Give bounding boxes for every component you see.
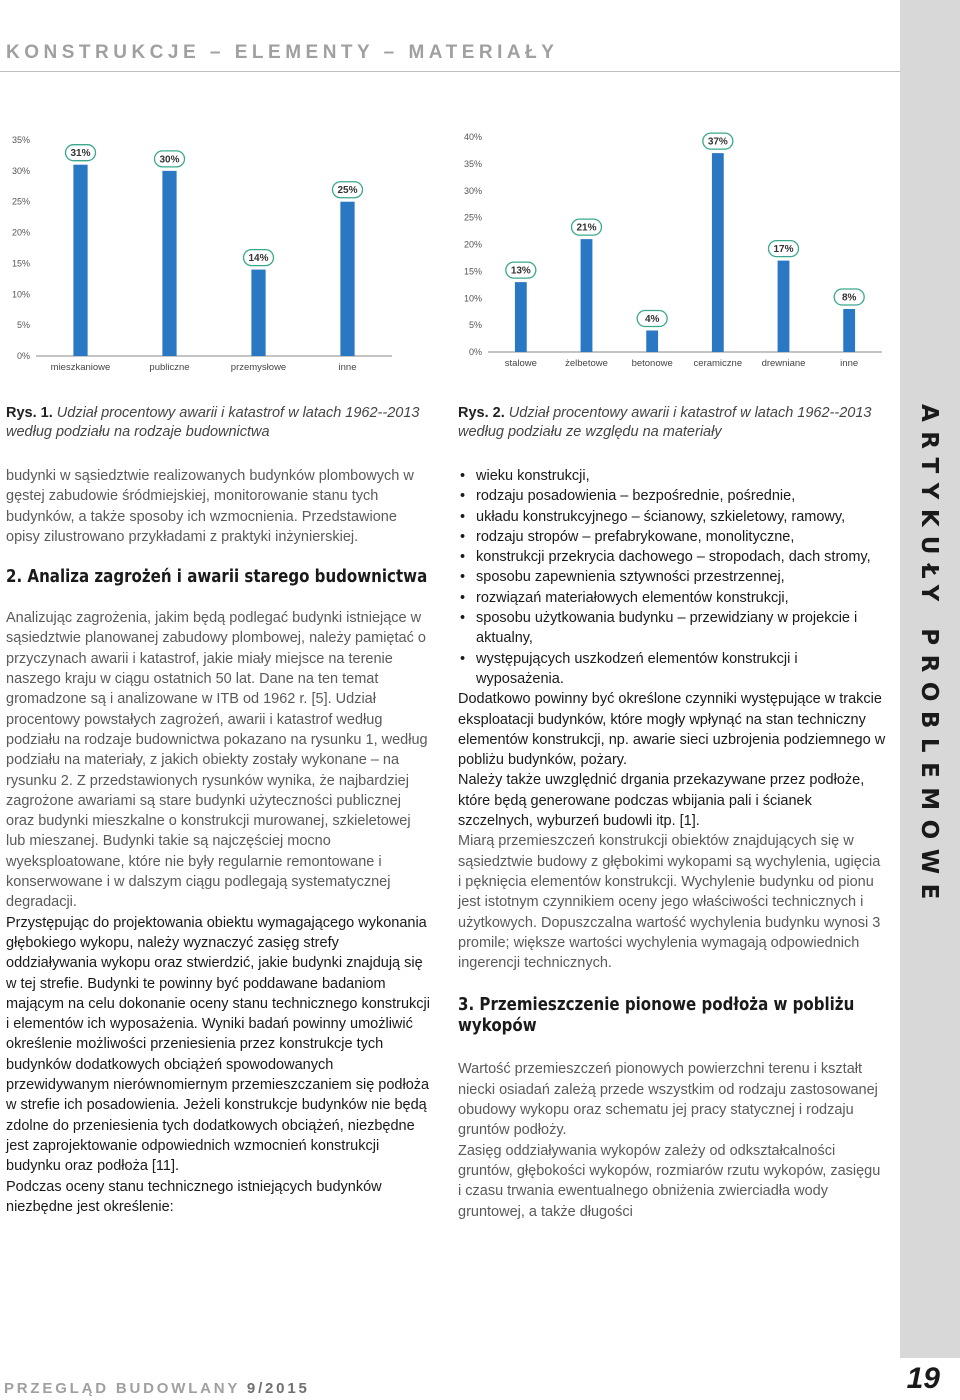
y-tick-label: 25% — [463, 212, 482, 223]
data-label: 13% — [510, 265, 531, 277]
category-label: ceramiczne — [693, 358, 743, 369]
data-label: 30% — [159, 154, 180, 166]
section-title: KONSTRUKCJE – ELEMENTY – MATERIAŁY — [6, 42, 559, 63]
category-label: drewniane — [761, 358, 806, 369]
bar-betonowe — [646, 331, 658, 353]
category-label: inne — [338, 362, 357, 373]
y-tick-label: 20% — [11, 227, 30, 238]
page-number: 19 — [906, 1362, 940, 1395]
journal-name: PRZEGLĄD BUDOWLANY — [4, 1380, 240, 1397]
data-label: 14% — [248, 253, 269, 265]
y-tick-label: 10% — [463, 293, 482, 304]
y-tick-label: 15% — [11, 258, 30, 269]
list-item: • rodzaju stropów – prefabrykowane, monolityczne, — [458, 527, 886, 547]
data-label: 8% — [841, 292, 857, 304]
section-2-paragraph-1: Analizując zagrożenia, jakim będą podlegać budynki istniejące w sąsiedztwie planowanej zabudowy plombowej, należy pamiętać o przyczynach awarii i katastrof, jakie miały miejsce na terenie naszego kraju w ciągu ostatnich 50 lat. Dane na ten temat gromadzone są i analizowane w ITB od 1962 r. [5]. Udział procentowy powstałych zagrożeń, awarii i katastrof według podziału na rodzaje budownictwa pokazano na rysunku 1, według podziału na materiały, z jakich obiekty zostały wykonane – na rysunku 2. Z przedstawionych rysunków wynika, że najbardziej zagrożone awariami są stare budynki użyteczności publicznej oraz budynki mieszkalne o konstrukcji murowanej, szkieletowej lub mieszanej. Budynki takie są najczęściej mocno wyeksploatowane, które nie były regularnie remontowane i konserwowane i w dalszym ciągu podlegają systematycznej degradacji. — [6, 610, 428, 911]
list-item: • sposobu użytkowania budynku – przewidziany w projekcie i aktualny, — [458, 608, 886, 649]
section-2-paragraph-2: Przystępując do projektowania obiektu wymagającego wykonania głębokiego wykopu, należy wyznaczyć zasięg strefy oddziaływania wykopu oraz stwierdzić, jakie budynki znajdują się w tej strefie. Budynki te powinny być poddawane badaniom mającym na celu dokonanie oceny stanu technicznego konstrukcji i elementów ich wyposażenia. Wyniki badań powinny umożliwić określenie możliwości przeniesienia przez konstrukcje tych budynków dodatkowych obciążeń spowodowanych przewidywanym nierównomiernym przemieszczaniem się podłoża w strefie ich posadowienia. Jeżeli konstrukcje budynków nie będą zdolne do przeniesienia tych dodatkowych obciążeń, niezbędne jest zaprojektowanie odpowiednich wzmocnień konstrukcji budynku oraz podłoża [11]. — [6, 914, 430, 1175]
intro-paragraph: budynki w sąsiedztwie realizowanych budynków plombowych w gęstej zabudowie śródmiejskiej, monitorowanie stanu tych budynków, a także sposoby ich wzmocnienia. Przedstawione opisy zilustrowano przykładami z praktyki inżynierskiej. — [6, 468, 414, 545]
list-item: • układu konstrukcyjnego – ścianowy, szkieletowy, ramowy, — [458, 507, 886, 527]
y-tick-label: 15% — [463, 266, 482, 277]
side-band — [900, 0, 960, 1358]
y-tick-label: 5% — [16, 320, 30, 331]
figure-1-caption — [6, 404, 434, 442]
bar-inne — [340, 202, 354, 356]
category-label: betonowe — [631, 358, 673, 369]
y-tick-label: 35% — [463, 158, 482, 169]
section-3-paragraph-2: Zasięg oddziaływania wykopów zależy od odkształcalności gruntów, głębokości wykopów, rozmiarów rzutu wykopów, zasięgu i czasu trwania ewentualnego obniżenia zwierciadła wody gruntowej, a także długości — [458, 1142, 881, 1220]
category-label: inne — [840, 358, 859, 369]
y-tick-label: 0% — [16, 351, 30, 361]
list-item: • rozwiązań materiałowych elementów konstrukcji, — [458, 588, 886, 608]
right-paragraph-3: Miarą przemieszczeń konstrukcji obiektów znajdujących się w sąsiedztwie budowy z głębokimi wykopami są wychylenia, ugięcia i pęknięcia elementów konstrukcji. Wychylenie budynku od pionu jest istotnym czynnikiem oceny jego właściwości technicznych i użytkowych. Dopuszczalna wartość wychylenia budynku wynosi 3 promile; większe wartości wychylenia wymagają odpowiednich ingerencji technicznych. — [458, 833, 881, 972]
list-item: • wieku konstrukcji, — [458, 466, 886, 486]
bar-publiczne — [162, 171, 176, 356]
journal-footer — [4, 1380, 310, 1397]
y-tick-label: 5% — [468, 320, 482, 331]
right-column — [458, 466, 886, 1222]
right-paragraph-1: Dodatkowo powinny być określone czynniki występujące w trakcie eksploatacji budynków, które mogły wpłynąć na stan techniczny elementów konstrukcji, np. awarie sieci uzbrojenia podziemnego w pobliżu budynków, pożary. — [458, 691, 886, 769]
bar-ceramiczne — [712, 153, 724, 352]
y-tick-label: 35% — [11, 135, 30, 145]
bar-przemysłowe — [251, 270, 265, 356]
section-2-paragraph-3: Podczas oceny stanu technicznego istniejących budynków niezbędne jest określenie: — [6, 1178, 382, 1215]
y-tick-label: 20% — [463, 239, 482, 250]
list-item: • konstrukcji przekrycia dachowego – stropodach, dach stromy, — [458, 547, 886, 567]
figure-2-text: Udział procentowy awarii i katastrof w latach 1962--2013 według podziału ze względu na materiały — [458, 405, 872, 440]
chart-svg-1 — [0, 120, 400, 390]
bar-stalowe — [515, 282, 527, 352]
y-tick-label: 10% — [11, 289, 30, 300]
y-tick-label: 25% — [11, 196, 30, 207]
y-tick-label: 30% — [11, 165, 30, 176]
chart-svg-2 — [452, 124, 892, 390]
data-label: 17% — [773, 244, 794, 256]
side-section-label: ARTYKUŁY PROBLEMOWE — [916, 404, 942, 909]
assessment-list — [458, 466, 886, 689]
y-tick-label: 0% — [468, 347, 482, 357]
list-item: • rodzaju posadowienia – bezpośrednie, pośrednie, — [458, 486, 886, 506]
data-label: 25% — [337, 185, 358, 197]
data-label: 4% — [644, 314, 660, 325]
journal-issue: 9/2015 — [246, 1380, 310, 1397]
figure-2-caption — [458, 404, 886, 442]
data-label: 31% — [70, 148, 91, 160]
section-3-paragraph-1: Wartość przemieszczeń pionowych powierzchni terenu i kształt niecki osiadań zależą przede wszystkim od rodzaju zastosowanej obudowy wykopu oraz schematu jej pracy statycznej i rodzaju gruntów podłoży. — [458, 1061, 878, 1139]
chart-by-building-type — [0, 120, 400, 390]
y-tick-label: 40% — [463, 132, 482, 142]
category-label: publiczne — [149, 362, 190, 373]
bar-inne — [843, 309, 855, 352]
bar-mieszkaniowe — [73, 165, 87, 356]
section-2-heading: 2. Analiza zagrożeń i awarii starego budownictwa — [6, 567, 428, 588]
right-paragraph-2: Należy także uwzględnić drgania przekazywane przez podłoże, które będą generowane podczas wbijania pali i ścianek szczelnych, wyburzeń budowli itp. [1]. — [458, 772, 865, 830]
figure-1-label: Rys. 1. — [6, 405, 53, 421]
section-3-heading: 3. Przemieszczenie pionowe podłoża w pobliżu wykopów — [458, 995, 855, 1037]
category-label: stalowe — [504, 358, 537, 369]
y-tick-label: 30% — [463, 185, 482, 196]
bar-drewniane — [778, 261, 790, 352]
data-label: 37% — [707, 136, 728, 148]
list-item: • występujących uszkodzeń elementów konstrukcji i wyposażenia. — [458, 649, 886, 690]
figure-1-text: Udział procentowy awarii i katastrof w latach 1962--2013 według podziału na rodzaje budownictwa — [6, 405, 420, 440]
list-item: • sposobu zapewnienia sztywności przestrzennej, — [458, 567, 886, 587]
chart-by-material — [452, 124, 892, 390]
bar-żelbetowe — [581, 239, 593, 352]
data-label: 21% — [576, 222, 597, 234]
figure-2-label: Rys. 2. — [458, 405, 505, 421]
category-label: mieszkaniowe — [50, 362, 111, 373]
category-label: żelbetowe — [565, 358, 608, 369]
left-column — [6, 466, 432, 1217]
page-header — [0, 42, 900, 72]
category-label: przemysłowe — [230, 362, 287, 373]
